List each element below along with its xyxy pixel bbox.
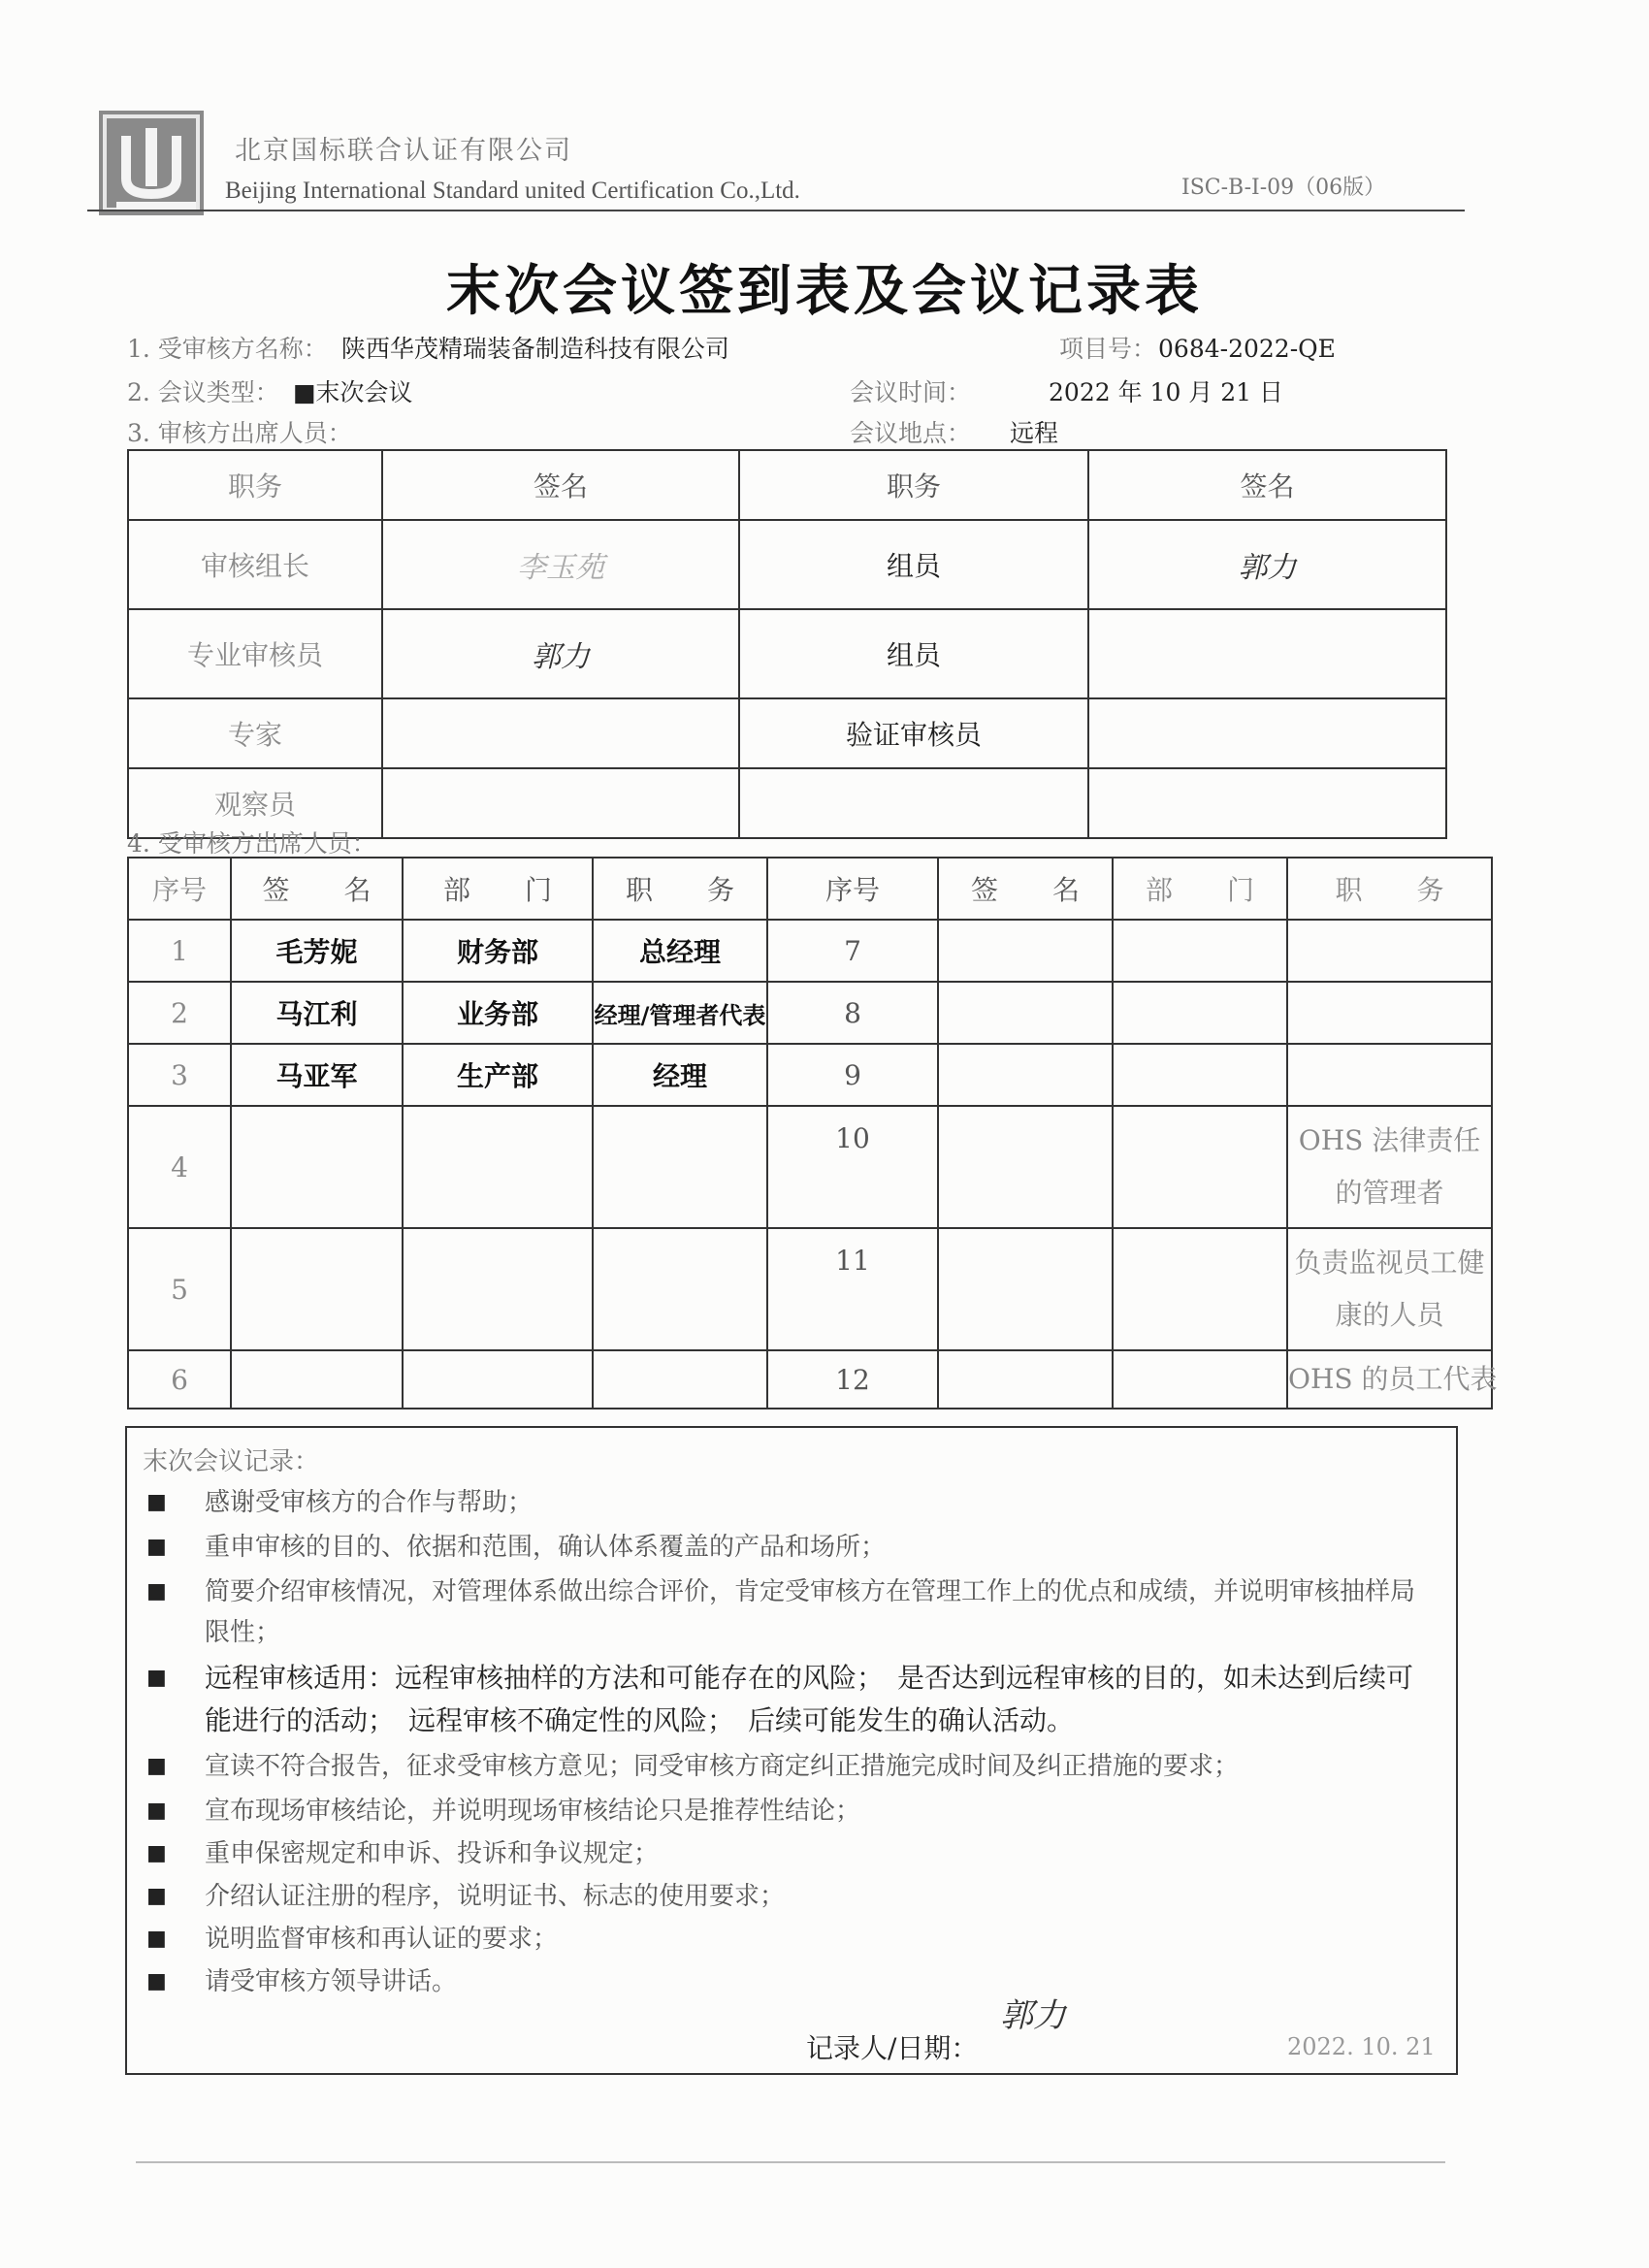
record-item-text: 感谢受审核方的合作与帮助； — [205, 1488, 534, 1517]
attendee-title: 总经理 — [593, 920, 767, 982]
row-number: 3 — [128, 1044, 231, 1106]
bullet-square-icon: ■ — [146, 1666, 167, 1690]
attendee-title — [1287, 1044, 1492, 1106]
attendees-table — [127, 857, 1498, 1409]
record-title: 末次会议记录： — [143, 1447, 320, 1476]
role-cell: 组员 — [739, 609, 1088, 698]
attendee-title — [593, 1350, 767, 1409]
row-number: 12 — [767, 1350, 938, 1409]
meeting-type-field — [127, 373, 412, 408]
meeting-time-value: 2022 年 10 月 21 日 — [1049, 378, 1283, 406]
record-item — [146, 1571, 1439, 1653]
meeting-time-label: 会议时间： — [850, 378, 972, 406]
attendee-signature — [938, 1106, 1113, 1228]
record-item-text: 重申审核的目的、依据和范围，确认体系覆盖的产品和场所； — [205, 1533, 887, 1562]
attendee-signature — [938, 920, 1113, 982]
company-name-en: Beijing International Standard united Certification Co.,Ltd. — [225, 178, 800, 204]
attendee-department — [403, 1106, 593, 1228]
meeting-type-label: 2. 会议类型： — [127, 378, 279, 406]
meeting-place-value: 远程 — [1010, 419, 1059, 447]
footer-divider — [136, 2161, 1445, 2163]
signature-cell — [382, 768, 739, 838]
auditee-name-value: 陕西华茂精瑞装备制造科技有限公司 — [340, 335, 729, 363]
table-row — [128, 1350, 1492, 1409]
row-number: 10 — [767, 1106, 938, 1228]
attendee-signature — [231, 1228, 403, 1350]
row-number: 1 — [128, 920, 231, 982]
bullet-square-icon: ■ — [146, 1798, 167, 1823]
recorder-label: 记录人/日期： — [806, 2032, 979, 2064]
table-row — [128, 520, 1446, 609]
bullet-square-icon: ■ — [146, 1535, 167, 1559]
table-row — [128, 609, 1446, 698]
record-item-text: 宣读不符合报告，征求受审核方意见；同受审核方商定纠正措施完成时间及纠正措施的要求； — [205, 1752, 1240, 1781]
bullet-square-icon: ■ — [146, 1490, 167, 1514]
audit-attendees-field — [127, 414, 352, 449]
attendee-signature: 马亚军 — [231, 1044, 403, 1106]
role-cell: 专家 — [128, 698, 382, 768]
bullet-square-icon: ■ — [146, 1884, 167, 1908]
role-cell: 审核组长 — [128, 520, 382, 609]
column-header: 序号 — [128, 858, 231, 920]
attendee-title: OHS 的员工代表 — [1287, 1350, 1492, 1409]
record-item — [146, 1876, 1439, 1917]
project-number-field — [1059, 330, 1336, 365]
column-header: 序号 — [767, 858, 938, 920]
record-item-text: 简要介绍审核情况，对管理体系做出综合评价，肯定受审核方在管理工作上的优点和成绩，并说明审核抽样局限性； — [205, 1577, 1416, 1647]
record-item — [146, 1657, 1439, 1742]
attendee-department: 业务部 — [403, 982, 593, 1044]
record-item-text: 介绍认证注册的程序，说明证书、标志的使用要求； — [205, 1882, 786, 1911]
meeting-place-field — [850, 414, 1058, 449]
row-number: 9 — [767, 1044, 938, 1106]
column-header: 职务 — [128, 450, 382, 520]
attendee-title — [593, 1106, 767, 1228]
company-name-cn: 北京国标联合认证有限公司 — [235, 136, 572, 166]
signature-cell — [1088, 609, 1446, 698]
attendee-department — [403, 1228, 593, 1350]
attendee-department — [403, 1350, 593, 1409]
auditee-name-label: 1. 受审核方名称： — [127, 335, 328, 363]
column-header: 签 名 — [938, 858, 1113, 920]
bullet-square-icon: ■ — [146, 1927, 167, 1951]
table-row — [128, 1044, 1492, 1106]
attendee-signature — [938, 1350, 1113, 1409]
record-item — [146, 1527, 1439, 1568]
table-row — [128, 698, 1446, 768]
row-number: 4 — [128, 1106, 231, 1228]
table-row — [128, 920, 1492, 982]
bullet-square-icon: ■ — [146, 1969, 167, 1993]
attendee-title: 负责监视员工健康的人员 — [1287, 1228, 1492, 1350]
attendee-department — [1113, 1106, 1287, 1228]
column-header: 职 务 — [593, 858, 767, 920]
row-number: 7 — [767, 920, 938, 982]
record-item — [146, 1961, 1439, 2002]
column-header: 部 门 — [1113, 858, 1287, 920]
signature-cell: 李玉苑 — [382, 520, 739, 609]
attendee-signature: 毛芳妮 — [231, 920, 403, 982]
attendee-department — [1113, 1044, 1287, 1106]
record-item — [146, 1919, 1439, 1960]
record-item-text: 重申保密规定和申诉、投诉和争议规定； — [205, 1839, 660, 1868]
attendee-department — [1113, 920, 1287, 982]
role-cell: 专业审核员 — [128, 609, 382, 698]
role-cell: 观察员 — [128, 768, 382, 838]
bullet-square-icon: ■ — [146, 1754, 167, 1778]
attendee-title — [1287, 982, 1492, 1044]
table-row — [128, 1228, 1492, 1350]
row-number: 5 — [128, 1228, 231, 1350]
record-item — [146, 1791, 1439, 1831]
signature-cell — [1088, 768, 1446, 838]
record-date: 2022. 10. 21 — [1287, 2033, 1436, 2060]
document-title: 末次会议签到表及会议记录表 — [446, 259, 1203, 323]
column-header: 签名 — [1088, 450, 1446, 520]
attendee-department — [1113, 1228, 1287, 1350]
attendee-title: 经理/管理者代表 — [593, 982, 767, 1044]
audit-team-table — [127, 449, 1447, 839]
project-number-label: 项目号： — [1059, 335, 1157, 363]
record-item-text: 远程审核适用：远程审核抽样的方法和可能存在的风险； 是否达到远程审核的目的，如未达到后续可能进行的活动； 远程审核不确定性的风险； 后续可能发生的确认活动。 — [205, 1662, 1414, 1736]
record-item — [146, 1482, 1439, 1523]
column-header: 签名 — [382, 450, 739, 520]
document-code: ISC-B-I-09（06版） — [1181, 176, 1386, 200]
table-row — [128, 982, 1492, 1044]
role-cell — [739, 768, 1088, 838]
record-item-text: 说明监督审核和再认证的要求； — [205, 1925, 559, 1954]
attendee-department: 生产部 — [403, 1044, 593, 1106]
row-number: 2 — [128, 982, 231, 1044]
attendee-title — [1287, 920, 1492, 982]
attendee-title: 经理 — [593, 1044, 767, 1106]
attendee-signature: 马江利 — [231, 982, 403, 1044]
signature-cell: 郭力 — [382, 609, 739, 698]
signature-cell: 郭力 — [1088, 520, 1446, 609]
column-header: 签 名 — [231, 858, 403, 920]
meeting-type-value: ■末次会议 — [292, 378, 413, 406]
bullet-square-icon: ■ — [146, 1579, 167, 1604]
row-number: 6 — [128, 1350, 231, 1409]
signature-cell — [1088, 698, 1446, 768]
meeting-place-label: 会议地点： — [850, 419, 972, 447]
auditee-attendees-field — [127, 825, 376, 859]
attendee-signature — [938, 1228, 1113, 1350]
company-logo — [97, 109, 206, 217]
meeting-time-field — [850, 373, 1283, 408]
recorder-signature: 郭力 — [1000, 1996, 1066, 2035]
column-header: 职 务 — [1287, 858, 1492, 920]
table-row — [128, 1106, 1492, 1228]
attendee-signature — [938, 982, 1113, 1044]
table-header-row — [128, 450, 1446, 520]
record-item — [146, 1833, 1439, 1874]
column-header: 部 门 — [403, 858, 593, 920]
attendee-signature — [938, 1044, 1113, 1106]
signature-cell — [382, 698, 739, 768]
attendee-signature — [231, 1350, 403, 1409]
column-header: 职务 — [739, 450, 1088, 520]
record-item-text: 宣布现场审核结论，并说明现场审核结论只是推荐性结论； — [205, 1797, 861, 1826]
attendee-title — [593, 1228, 767, 1350]
header-divider — [87, 210, 1465, 211]
auditee-name-field — [127, 330, 729, 365]
record-item — [146, 1746, 1439, 1787]
row-number: 11 — [767, 1228, 938, 1350]
row-number: 8 — [767, 982, 938, 1044]
attendee-department: 财务部 — [403, 920, 593, 982]
role-cell: 组员 — [739, 520, 1088, 609]
role-cell: 验证审核员 — [739, 698, 1088, 768]
meeting-record-box — [125, 1426, 1458, 2075]
audit-attendees-label: 3. 审核方出席人员： — [127, 419, 352, 447]
attendee-signature — [231, 1106, 403, 1228]
bullet-square-icon: ■ — [146, 1841, 167, 1865]
table-header-row — [128, 858, 1492, 920]
attendee-department — [1113, 982, 1287, 1044]
attendee-department — [1113, 1350, 1287, 1409]
auditee-attendees-label: 4. 受审核方出席人员： — [127, 829, 376, 858]
project-number-value: 0684-2022-QE — [1158, 335, 1336, 363]
attendee-title: OHS 法律责任的管理者 — [1287, 1106, 1492, 1228]
record-item-text: 请受审核方领导讲话。 — [205, 1967, 458, 1996]
